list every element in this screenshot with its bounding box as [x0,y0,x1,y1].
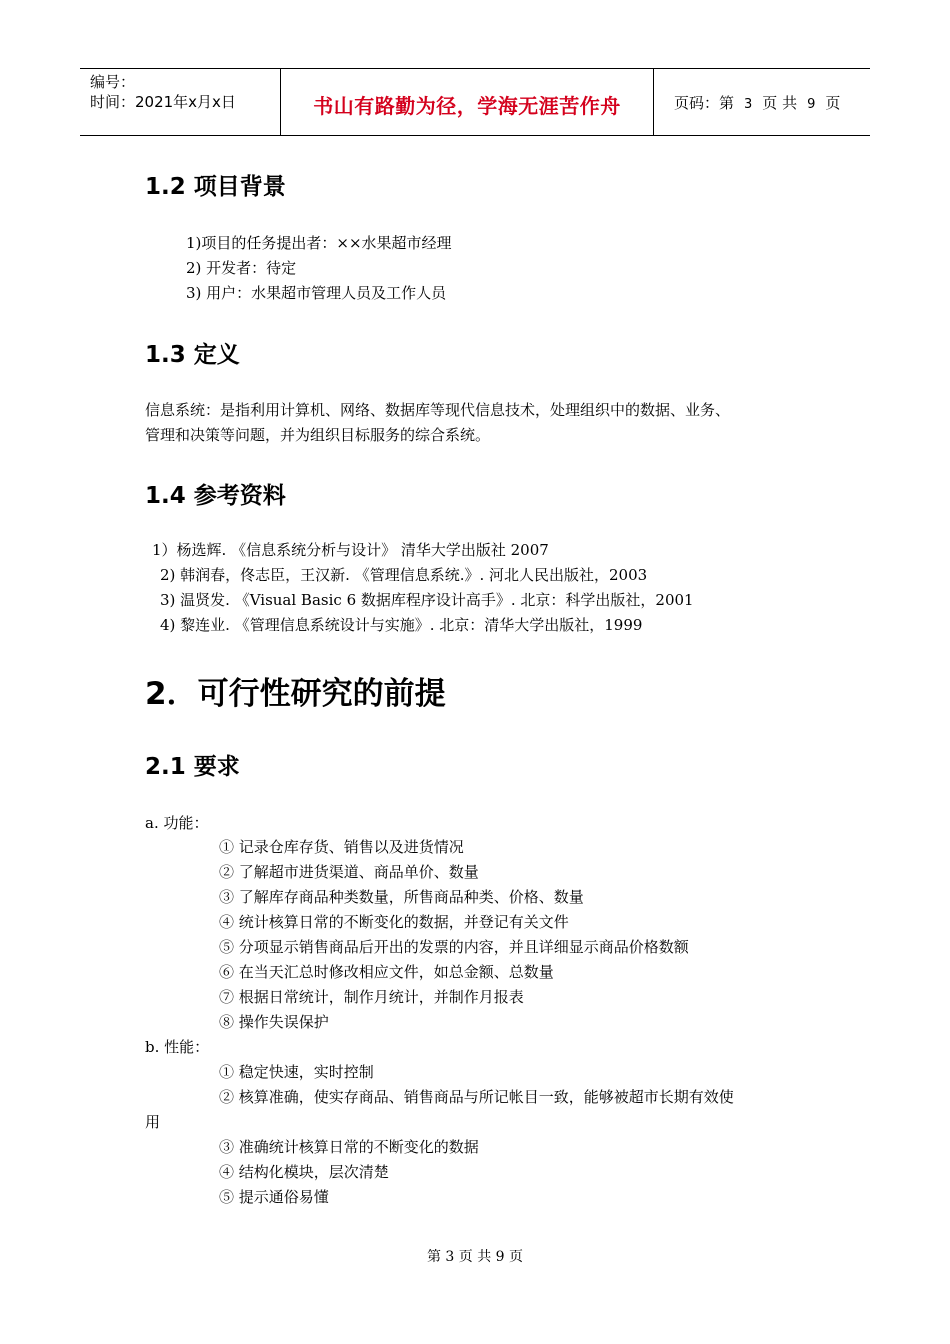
list-item: ⑤ 分项显示销售商品后开出的发票的内容，并且详细显示商品价格数额 [219,938,689,956]
header-motto-cell [281,69,654,135]
section-title-1-3: 1.3 定义 [145,342,240,368]
header-motto: 书山有路勤为径，学海无涯苦作舟 [313,93,621,118]
header-time-label: 时间：2021年x月x日 [90,93,236,111]
paragraph-line: 管理和决策等问题，并为组织目标服务的综合系统。 [145,426,491,444]
page-header [80,68,870,136]
reference-item: 4) 黎连业. 《管理信息系统设计与实施》. 北京：清华大学出版社，1999 [160,616,643,634]
list-item: ⑤ 提示通俗易懂 [219,1188,329,1206]
list-item-continuation: 用 [145,1113,161,1131]
paragraph-line: 信息系统：是指利用计算机、网络、数据库等现代信息技术，处理组织中的数据、业务、 [145,401,731,419]
header-page-current: 3 [744,96,753,112]
list-item: ④ 结构化模块，层次清楚 [219,1163,389,1181]
section-title-1-2: 1.2 项目背景 [145,174,286,200]
chapter-title-2: 2．可行性研究的前提 [145,676,446,712]
list-item: ⑧ 操作失误保护 [219,1013,329,1031]
list-item: ① 稳定快速，实时控制 [219,1063,374,1081]
reference-item: 2) 韩润春，佟志臣，王汉新. 《管理信息系统.》. 河北人民出版社，2003 [160,566,648,584]
list-item: ③ 准确统计核算日常的不断变化的数据 [219,1138,479,1156]
list-item: 2) 开发者：待定 [186,259,297,277]
list-item: ⑥ 在当天汇总时修改相应文件，如总金额、总数量 [219,963,554,981]
reference-item: 1）杨选辉. 《信息系统分析与设计》 清华大学出版社 2007 [152,541,549,559]
page-footer: 第 3 页 共 9 页 [426,1249,524,1265]
subsection-label-a: a. 功能： [145,814,209,832]
section-title-2-1: 2.1 要求 [145,754,240,780]
reference-item: 3) 温贤发. 《Visual Basic 6 数据库程序设计高手》. 北京：科学出版社，2001 [160,591,694,609]
list-item: 3) 用户：水果超市管理人员及工作人员 [186,284,447,302]
list-item: ② 了解超市进货渠道、商品单价、数量 [219,863,479,881]
subsection-label-b: b. 性能： [145,1038,210,1056]
header-page-number [654,69,870,135]
header-page-mid: 页 共 [762,93,798,112]
header-number-label: 编号： [90,73,136,91]
list-item: 1)项目的任务提出者：××水果超市经理 [186,234,452,252]
header-page-total: 9 [807,96,816,112]
list-item: ① 记录仓库存货、销售以及进货情况 [219,838,464,856]
list-item: ④ 统计核算日常的不断变化的数据，并登记有关文件 [219,913,569,931]
header-page-prefix: 页码：第 [674,93,735,112]
list-item: ⑦ 根据日常统计，制作月统计，并制作月报表 [219,988,524,1006]
list-item: ② 核算准确，使实存商品、销售商品与所记帐目一致，能够被超市长期有效使 [219,1088,734,1106]
header-page-suffix: 页 [825,93,841,112]
header-meta [80,69,281,135]
section-title-1-4: 1.4 参考资料 [145,483,286,509]
list-item: ③ 了解库存商品种类数量，所售商品种类、价格、数量 [219,888,584,906]
